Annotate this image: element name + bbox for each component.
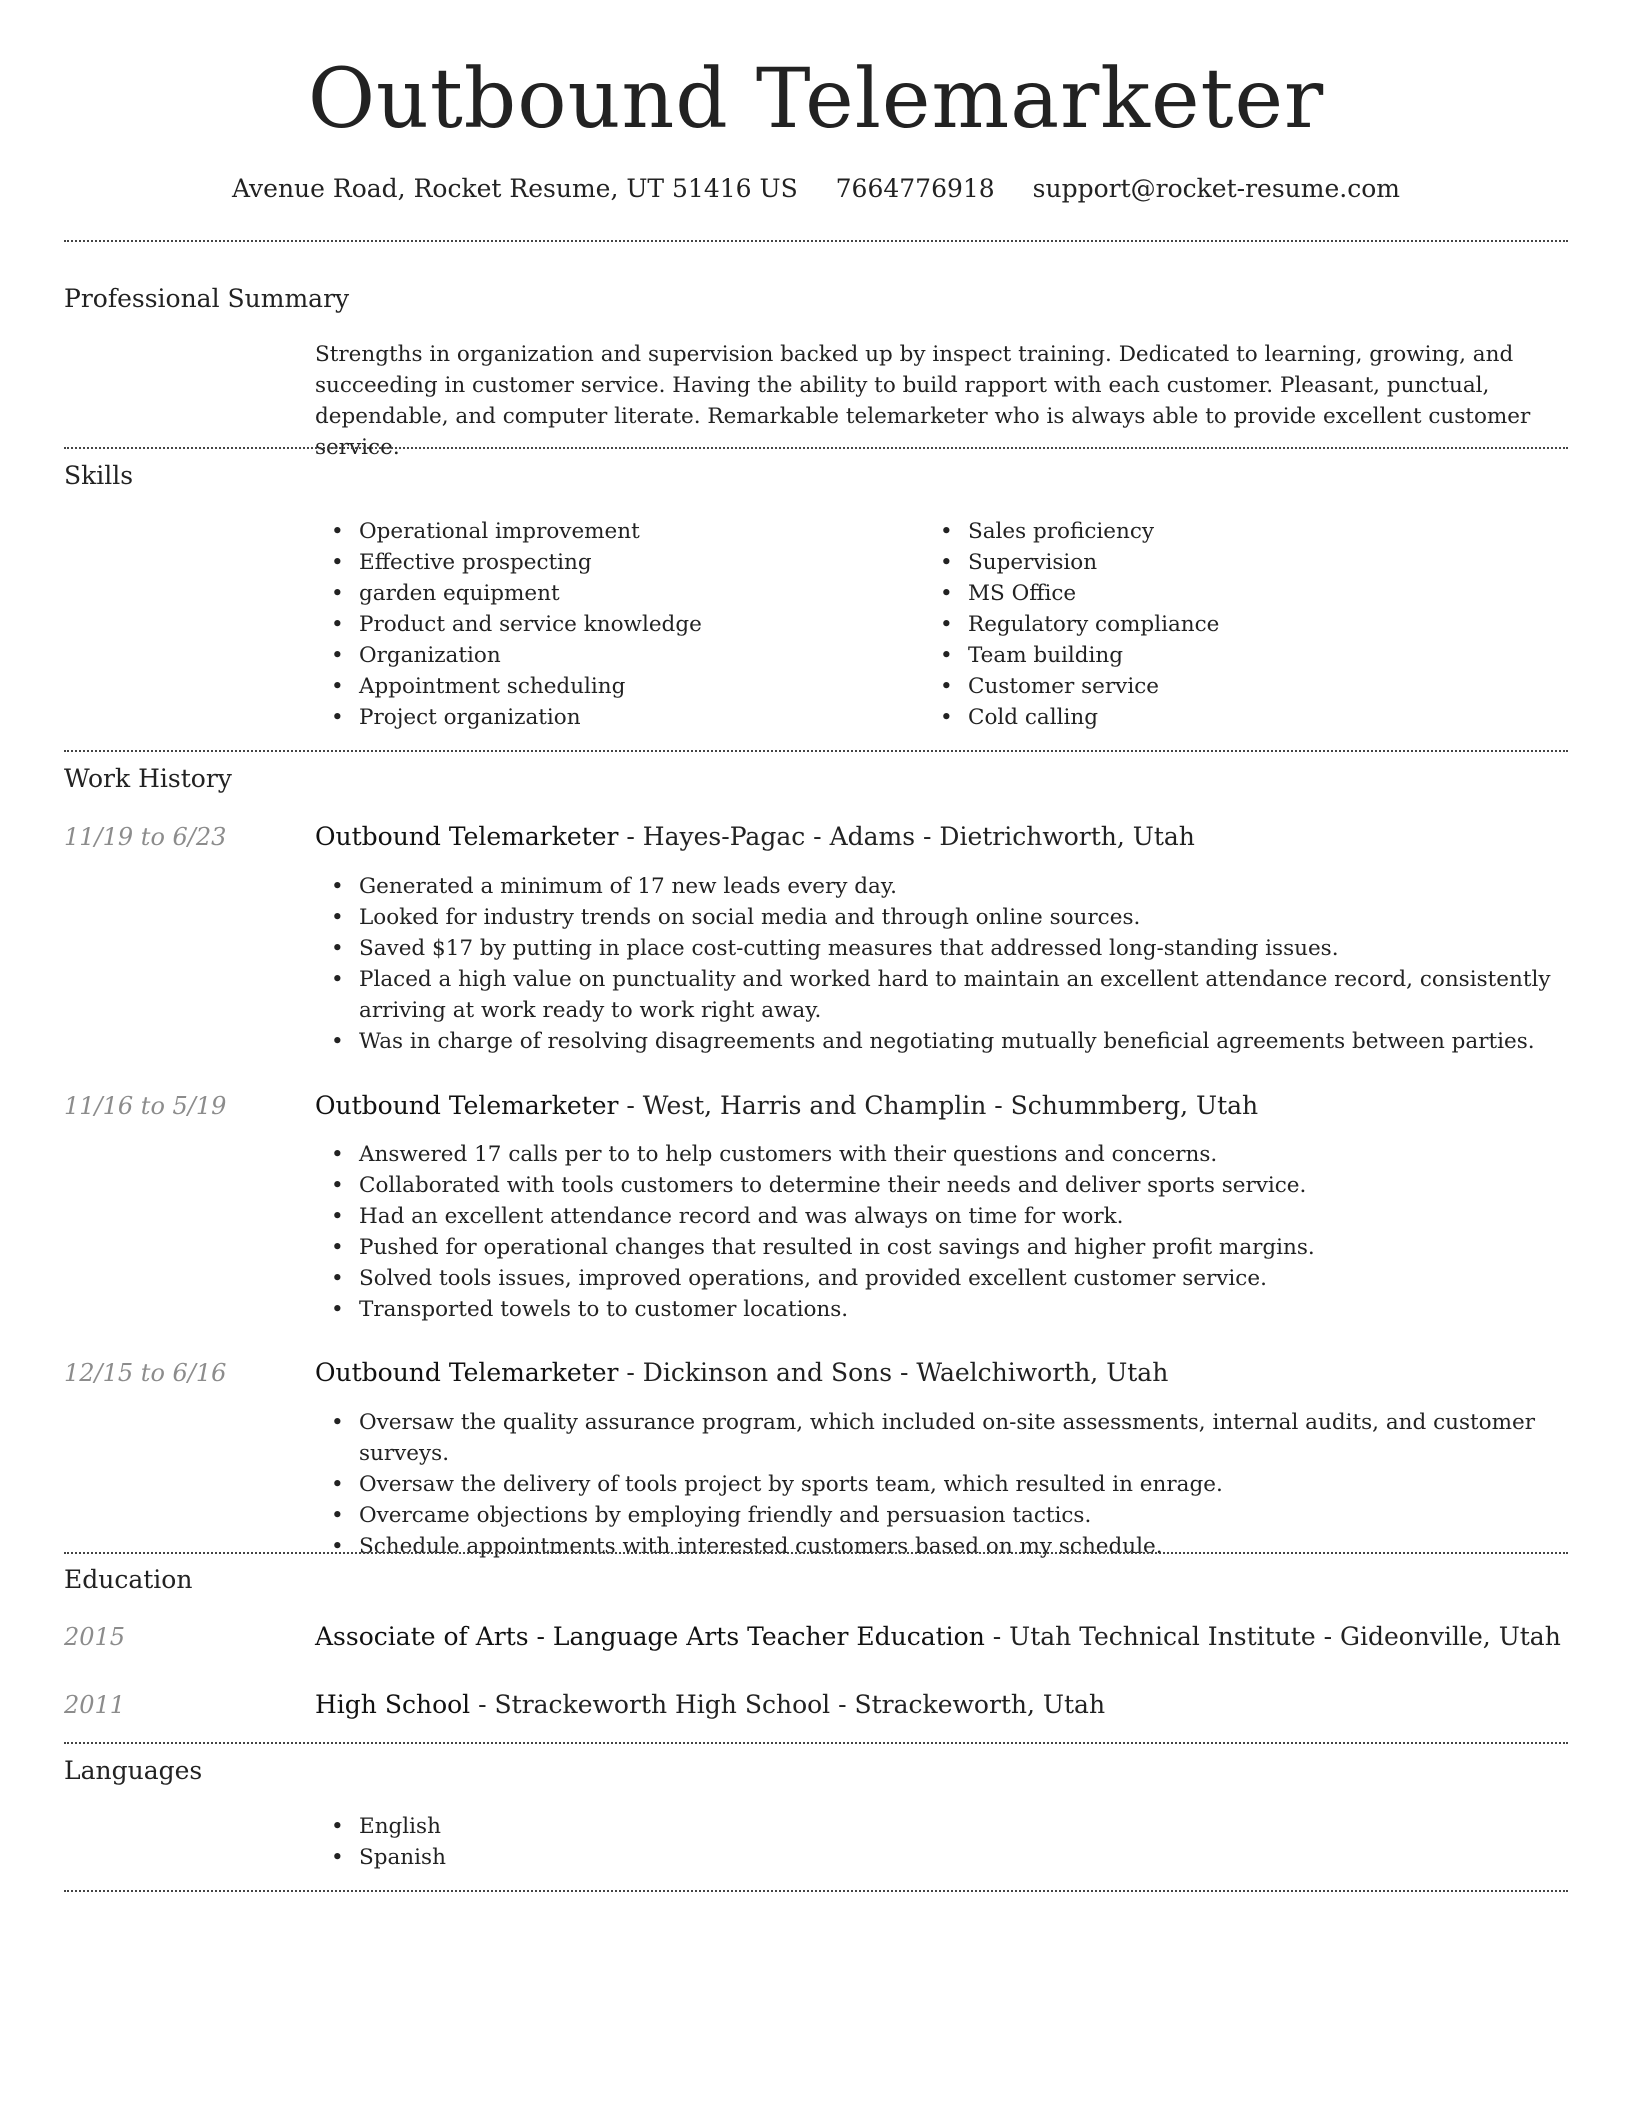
skill-item: • Customer service	[924, 671, 1524, 702]
divider	[64, 1552, 1568, 1554]
job-details: - Dickinson and Sons - Waelchiworth, Utah	[618, 1358, 1169, 1387]
skill-item: • Effective prospecting	[315, 547, 915, 578]
candidate-name: Outbound Telemarketer	[307, 52, 1325, 147]
contact-phone: 7664776918	[835, 174, 995, 203]
education-heading	[315, 1688, 1105, 1722]
job-heading	[315, 1356, 1168, 1390]
education-degree: Associate of Arts - Language Arts Teacher Education	[315, 1622, 985, 1651]
job-bullet: • Schedule appointments with interested customers based on my schedule.	[315, 1531, 1565, 1562]
contact-address: Avenue Road, Rocket Resume, UT 51416 US	[232, 174, 798, 203]
skill-item: • Sales proficiency	[924, 516, 1524, 547]
job-bullet: • Saved $17 by putting in place cost-cutting measures that addressed long-standing issues.	[315, 933, 1565, 964]
job-bullets	[315, 1139, 1565, 1325]
job-bullet: • Answered 17 calls per to to help customers with their questions and concerns.	[315, 1139, 1565, 1170]
education-year: 2015	[64, 1623, 126, 1651]
job-bullet: • Oversaw the delivery of tools project by sports team, which resulted in enrage.	[315, 1469, 1565, 1500]
job-title: Outbound Telemarketer	[315, 1358, 619, 1387]
job-heading	[315, 820, 1195, 854]
job-bullet: • Collaborated with tools customers to determine their needs and deliver sports service.	[315, 1170, 1565, 1201]
skill-item: • Cold calling	[924, 702, 1524, 733]
job-bullets	[315, 871, 1565, 1057]
language-item: • Spanish	[315, 1842, 1565, 1873]
job-dates: 12/15 to 6/16	[64, 1359, 227, 1387]
skill-item: • MS Office	[924, 578, 1524, 609]
job-bullets	[315, 1407, 1565, 1562]
section-title-summary: Professional Summary	[64, 284, 350, 313]
job-bullet: • Was in charge of resolving disagreements and negotiating mutually beneficial agreements between parties.	[315, 1026, 1565, 1057]
job-bullet: • Solved tools issues, improved operations, and provided excellent customer service.	[315, 1263, 1565, 1294]
skill-item: • garden equipment	[315, 578, 915, 609]
divider	[64, 447, 1568, 449]
divider	[64, 750, 1568, 752]
summary-text: Strengths in organization and supervision backed up by inspect training. Dedicated to learning, growing, and succeeding in customer service. Having the ability to build rapport with each customer. Pleasant, punctual, dependable, and computer literate. Remarkable telemarketer who is always able to provide excellent customer service.	[315, 342, 1531, 460]
education-details: - Utah Technical Institute - Gideonville, Utah	[984, 1622, 1561, 1651]
job-bullet: • Had an excellent attendance record and was always on time for work.	[315, 1201, 1565, 1232]
education-details: - Strackeworth High School - Strackeworth, Utah	[470, 1690, 1106, 1719]
skill-item: • Project organization	[315, 702, 915, 733]
skill-item: • Regulatory compliance	[924, 609, 1524, 640]
contact-line	[0, 172, 1632, 206]
job-bullet: • Overcame objections by employing friendly and persuasion tactics.	[315, 1500, 1565, 1531]
skill-item: • Team building	[924, 640, 1524, 671]
job-title: Outbound Telemarketer	[315, 1091, 619, 1120]
job-title: Outbound Telemarketer	[315, 822, 619, 851]
job-bullet: • Generated a minimum of 17 new leads every day.	[315, 871, 1565, 902]
job-heading	[315, 1089, 1258, 1123]
divider	[64, 1742, 1568, 1744]
job-bullet: • Transported towels to to customer locations.	[315, 1294, 1565, 1325]
job-dates: 11/19 to 6/23	[64, 823, 227, 851]
skill-item: • Appointment scheduling	[315, 671, 915, 702]
job-bullet: • Oversaw the quality assurance program, which included on-site assessments, internal audits, and customer surveys.	[315, 1407, 1565, 1469]
skill-item: • Operational improvement	[315, 516, 915, 547]
skills-right-column	[924, 516, 1524, 733]
section-title-languages: Languages	[64, 1756, 203, 1785]
job-bullet: • Placed a high value on punctuality and worked hard to maintain an excellent attendance record, consistently arriving at work ready to work right away.	[315, 964, 1565, 1026]
section-title-work-history: Work History	[64, 764, 232, 793]
languages-list	[315, 1811, 1565, 1873]
skills-left-column	[315, 516, 915, 733]
job-details: - West, Harris and Champlin - Schummberg, Utah	[618, 1091, 1259, 1120]
skill-item: • Organization	[315, 640, 915, 671]
job-bullet: • Pushed for operational changes that resulted in cost savings and higher profit margins.	[315, 1232, 1565, 1263]
skill-item: • Supervision	[924, 547, 1524, 578]
section-title-education: Education	[64, 1565, 193, 1594]
divider	[64, 1890, 1568, 1892]
contact-email: support@rocket-resume.com	[1032, 174, 1400, 203]
divider	[64, 240, 1568, 242]
job-details: - Hayes-Pagac - Adams - Dietrichworth, Utah	[618, 822, 1195, 851]
language-item: • English	[315, 1811, 1565, 1842]
job-bullet: • Looked for industry trends on social media and through online sources.	[315, 902, 1565, 933]
job-dates: 11/16 to 5/19	[64, 1092, 227, 1120]
education-degree: High School	[315, 1690, 471, 1719]
section-title-skills: Skills	[64, 461, 134, 490]
education-heading	[315, 1620, 1561, 1654]
skill-item: • Product and service knowledge	[315, 609, 915, 640]
education-year: 2011	[64, 1691, 126, 1719]
